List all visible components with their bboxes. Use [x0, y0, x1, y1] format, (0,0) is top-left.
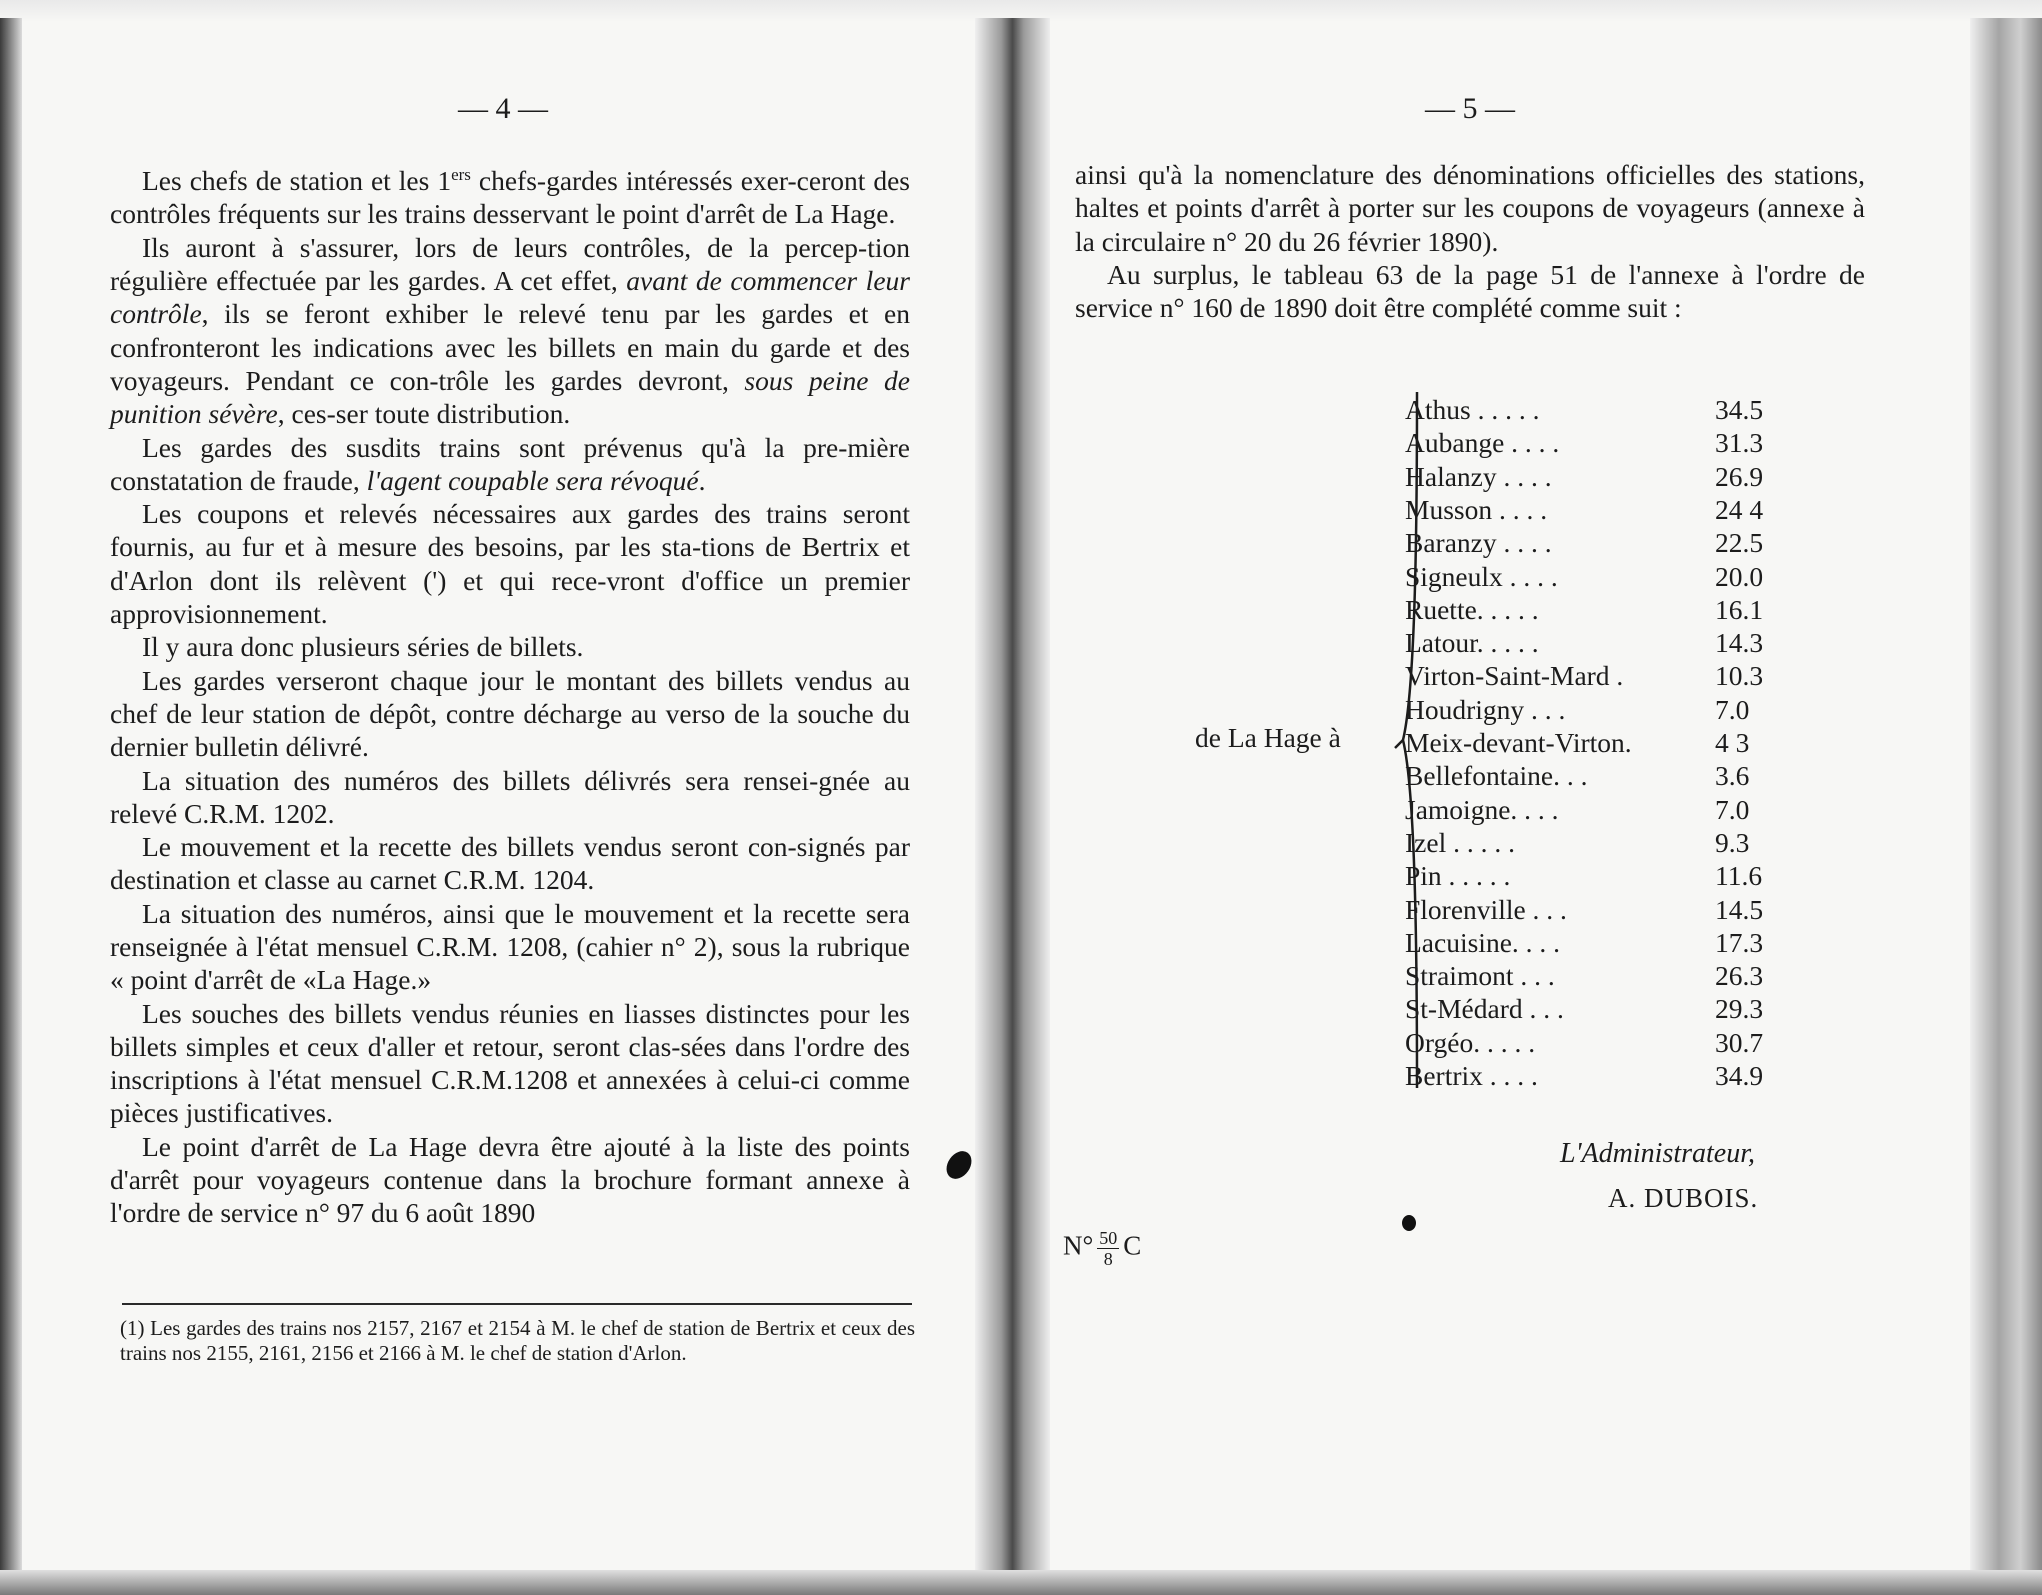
- reference-code: [1063, 1228, 1141, 1269]
- destination-distance: 24 4: [1715, 493, 1764, 525]
- paragraph: La situation des numéros, ainsi que le mouvement et la recette sera renseignée à l'état mensuel C.R.M. 1208, (cahier n° 2), sous la rubrique « point d'arrêt de «La Hage.»: [110, 897, 910, 996]
- destination-row: [1405, 659, 1805, 692]
- signature-title: L'Administrateur,: [1560, 1138, 1756, 1169]
- destination-row: [1405, 493, 1805, 526]
- destination-row: [1405, 626, 1805, 659]
- destination-row: [1405, 793, 1805, 826]
- destination-distance: 14.5: [1715, 893, 1764, 925]
- destination-distance: 16.1: [1715, 593, 1764, 625]
- destination-distance: 20.0: [1715, 560, 1764, 592]
- destination-name: Aubange . . . .: [1405, 427, 1560, 459]
- destination-name: Izel . . . . .: [1405, 826, 1515, 858]
- destination-row: [1405, 959, 1805, 992]
- paragraph: Le mouvement et la recette des billets vendus seront con-signés par destination et classe au carnet C.R.M. 1204.: [110, 831, 910, 896]
- destination-name: Meix-devant-Virton.: [1405, 727, 1632, 758]
- left-page-edge: [0, 18, 22, 1595]
- ink-dot: [1402, 1215, 1416, 1231]
- destination-row: [1405, 926, 1805, 959]
- destination-row: [1405, 1026, 1805, 1059]
- brace-label: de La Hage à: [1195, 722, 1341, 753]
- destination-row: [1405, 693, 1805, 726]
- destination-name: Lacuisine. . . .: [1405, 926, 1561, 958]
- left-page-body: [110, 158, 910, 1230]
- destination-row: [1405, 726, 1805, 759]
- destination-name: Florenville . . .: [1405, 893, 1567, 925]
- destination-distance: 22.5: [1715, 527, 1764, 559]
- reference-numerator: 50: [1099, 1228, 1118, 1248]
- destination-row: [1405, 759, 1805, 792]
- reference-fraction: [1097, 1228, 1119, 1269]
- book-gutter: [975, 18, 1050, 1595]
- ink-blot: [941, 1146, 976, 1183]
- destination-row: [1405, 859, 1805, 892]
- right-page-edge: [1970, 18, 2042, 1595]
- destination-distance: 34.5: [1715, 394, 1764, 425]
- destination-distance: 30.7: [1715, 1026, 1764, 1058]
- destination-row: [1405, 893, 1805, 926]
- destination-row: [1405, 593, 1805, 626]
- paragraph: Les chefs de station et les 1ers chefs-gardes intéressés exer-ceront des contrôles fréquents sur les trains desservant le point d'arrêt de La Hage.: [110, 165, 911, 230]
- reference-suffix: C: [1123, 1230, 1142, 1261]
- destination-name: St-Médard . . .: [1405, 993, 1564, 1025]
- footnote: (1) Les gardes des trains nos 2157, 2167 et 2154 à M. le chef de station de Bertrix et ceux des trains nos 2155, 2161, 2156 et 2166 à M. le chef de station d'Arlon.: [120, 1316, 915, 1365]
- destination-distance: 26.3: [1715, 960, 1764, 992]
- destination-name: Straimont . . .: [1405, 960, 1555, 992]
- paragraph: Au surplus, le tableau 63 de la page 51 de l'annexe à l'ordre de service n° 160 de 1890 doit être complété comme suit :: [1075, 258, 1865, 324]
- destination-row: [1405, 826, 1805, 859]
- destination-name: Jamoigne. . . .: [1405, 793, 1559, 825]
- destination-distance: 34.9: [1715, 1060, 1764, 1091]
- destination-distance: 14.3: [1715, 627, 1764, 659]
- paragraph: Les coupons et relevés nécessaires aux gardes des trains seront fournis, au fur et à mesure des besoins, par les sta-tions de Bertrix et d'Arlon dont ils relèvent (') et qui rece-vront d'office un premier approvisionnement.: [110, 498, 910, 630]
- destination-distance: 3.6: [1715, 760, 1750, 792]
- signature-name: A. DUBOIS.: [1608, 1183, 1759, 1213]
- destination-name: Halanzy . . . .: [1405, 460, 1552, 492]
- right-page-intro: [1075, 158, 1865, 324]
- destination-distance: 7.0: [1715, 693, 1750, 725]
- paragraph: Les souches des billets vendus réunies en liasses distinctes pour les billets simples et ceux d'aller et retour, seront clas-sées dans l'ordre des inscriptions à l'état mensuel C.R.M.1208 et annexées à celui-ci comme pièces justificatives.: [110, 997, 910, 1129]
- destination-name: Virton-Saint-Mard .: [1405, 660, 1624, 692]
- destination-distance: 31.3: [1715, 427, 1764, 459]
- destination-name: Bellefontaine. . .: [1405, 760, 1588, 792]
- destination-name: Houdrigny . . .: [1405, 693, 1566, 725]
- destination-name: Latour. . . . .: [1405, 627, 1539, 659]
- destination-distance: 11.6: [1715, 860, 1763, 892]
- destination-row: [1405, 393, 1805, 426]
- paragraph: Les gardes des susdits trains sont prévenus qu'à la pre-mière constatation de fraude, l'agent coupable sera révoqué.: [110, 431, 910, 496]
- paragraph: ainsi qu'à la nomenclature des dénominations officielles des stations, haltes et points d'arrêt à porter sur les coupons de voyageurs (annexe à la circulaire n° 20 du 26 février 1890).: [1075, 159, 1865, 257]
- destination-row: [1405, 426, 1805, 459]
- destination-distance: 9.3: [1715, 826, 1750, 858]
- bottom-edge: [0, 1570, 2042, 1595]
- destination-distance: 10.3: [1715, 660, 1764, 692]
- destination-row: [1405, 992, 1805, 1025]
- destination-distance: 4 3: [1715, 727, 1750, 758]
- destination-name: Athus . . . . .: [1405, 394, 1540, 425]
- destination-name: Signeulx . . . .: [1405, 560, 1558, 592]
- destination-row: [1405, 1059, 1805, 1092]
- destination-name: Baranzy . . . .: [1405, 527, 1552, 559]
- destination-row: [1405, 526, 1805, 559]
- footnote-rule: [122, 1303, 912, 1305]
- destination-name: Bertrix . . . .: [1405, 1060, 1538, 1091]
- destination-name: Orgéo. . . . .: [1405, 1026, 1536, 1058]
- destination-distance: 17.3: [1715, 926, 1764, 958]
- paragraph: Ils auront à s'assurer, lors de leurs contrôles, de la percep-tion régulière effectuée par les gardes. A cet effet, avant de commencer leur contrôle, ils se feront exhiber le relevé tenu par les gardes et en confronteront les indications avec les billets en main du garde et des voyageurs. Pendant ce con-trôle les gardes devront, sous peine de punition sévère, ces-ser toute distribution.: [110, 231, 910, 430]
- destination-name: Ruette. . . . .: [1405, 593, 1539, 625]
- destination-name: Musson . . . .: [1405, 493, 1548, 525]
- left-page-number: — 4 —: [458, 92, 548, 125]
- destination-row: [1405, 560, 1805, 593]
- destination-row: [1405, 460, 1805, 493]
- destination-distance: 29.3: [1715, 993, 1764, 1025]
- destination-distance: 26.9: [1715, 460, 1764, 492]
- paragraph: Le point d'arrêt de La Hage devra être ajouté à la liste des points d'arrêt pour voyageurs contenue dans la brochure formant annexe à l'ordre de service n° 97 du 6 août 1890: [110, 1130, 910, 1229]
- destination-distance: 7.0: [1715, 793, 1750, 825]
- paragraph: Les gardes verseront chaque jour le montant des billets vendus au chef de leur station de dépôt, contre décharge au verso de la souche du dernier bulletin délivré.: [110, 664, 910, 763]
- reference-denominator: 8: [1103, 1249, 1113, 1269]
- reference-prefix: N°: [1063, 1230, 1094, 1261]
- paragraph: Il y aura donc plusieurs séries de billets.: [142, 631, 584, 663]
- paragraph: La situation des numéros des billets délivrés sera rensei-gnée au relevé C.R.M. 1202.: [110, 764, 910, 829]
- destination-name: Pin . . . . .: [1405, 860, 1511, 892]
- right-page-number: — 5 —: [1425, 92, 1515, 125]
